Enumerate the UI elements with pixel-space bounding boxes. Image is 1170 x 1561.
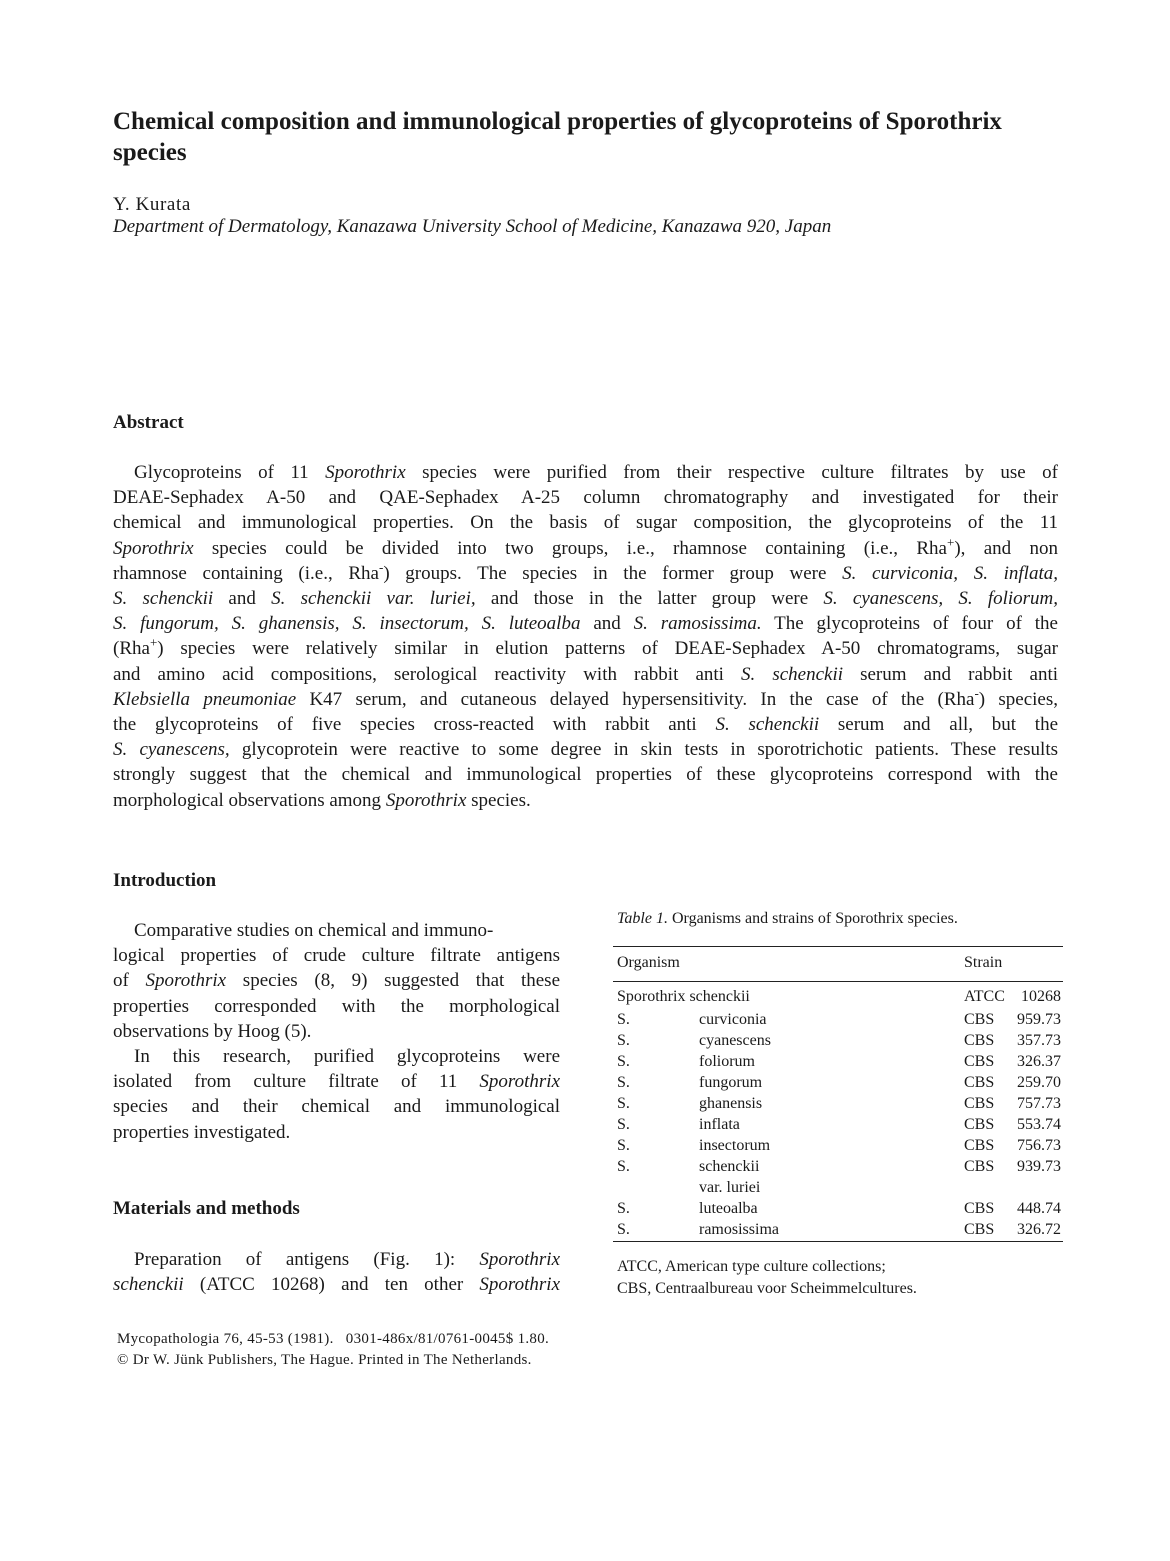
- organism-genus: S.: [617, 1221, 630, 1238]
- text-run: species were purified from their respective culture filtrates by use of: [405, 462, 1058, 483]
- organism-species: schenckii: [699, 1158, 760, 1175]
- abstract-body-line: [113, 510, 1058, 535]
- table-footnotes: [617, 1256, 917, 1300]
- superscript-text: +: [946, 534, 955, 550]
- table-footnote-cbs: CBS, Centraalbureau voor Scheimmelcultures.: [617, 1280, 917, 1297]
- italic-text: S. cyanescens,: [113, 739, 230, 761]
- introduction-body-line: [113, 943, 560, 968]
- strain-collection: ATCC: [964, 988, 1005, 1005]
- text-run: (Rha: [113, 638, 150, 660]
- text-run: rhamnose containing (i.e., Rha: [113, 562, 379, 584]
- organism-species: cyanescens: [699, 1032, 771, 1049]
- table-row: [613, 1074, 1063, 1095]
- strain-number: 326.37: [1017, 1053, 1061, 1070]
- table-bottom-rule: [613, 1241, 1063, 1242]
- italic-text: S. ramosissima.: [633, 613, 762, 635]
- abstract-body-line: [113, 561, 1058, 586]
- text-run: of: [113, 970, 146, 992]
- italic-text: schenckii: [113, 1274, 184, 1296]
- text-run: isolated from culture filtrate of 11: [113, 1071, 480, 1093]
- strain-collection: CBS: [964, 1074, 995, 1091]
- table-row: [613, 1200, 1063, 1221]
- superscript-text: -: [974, 685, 979, 701]
- text-run: (ATCC 10268) and ten other: [183, 1274, 480, 1296]
- organism-genus: S.: [617, 1137, 630, 1154]
- text-run: chemical and immunological properties. On the basis of sugar composition, the glycoproteins of the 11: [113, 512, 1058, 534]
- text-run: Comparative studies on chemical and immuno-: [134, 920, 494, 941]
- organism-genus: S.: [617, 1158, 630, 1175]
- organism-species: ghanensis: [699, 1095, 763, 1112]
- abstract-body-line: [113, 485, 1058, 510]
- strain-number: 756.73: [1017, 1137, 1061, 1154]
- table-row: [613, 988, 1063, 1009]
- introduction-heading: Introduction: [113, 870, 217, 891]
- text-run: In this research, purified glycoproteins were: [134, 1046, 560, 1068]
- text-run: properties investigated.: [113, 1121, 291, 1143]
- table-row: [613, 1032, 1063, 1053]
- italic-text: S. fungorum, S. ghanensis, S. insectorum, S. luteoalba: [113, 613, 581, 635]
- text-run: DEAE-Sephadex A-50 and QAE-Sephadex A-25 column chromatography and investigated for their: [113, 487, 1058, 509]
- text-run: glycoprotein were reactive to some degree in skin tests in sporotrichotic patients. These results: [229, 739, 1058, 761]
- table-header-rule: [613, 981, 1063, 982]
- introduction-body: [113, 918, 560, 1145]
- table-row: [613, 1179, 1063, 1200]
- italic-text: S. schenckii: [715, 714, 820, 736]
- text-run: logical properties of crude culture filtrate antigens: [113, 945, 560, 967]
- introduction-body-line: [113, 994, 560, 1019]
- author-name: Y. Kurata: [113, 194, 191, 215]
- text-run: and amino acid compositions, serological reactivity with rabbit anti: [113, 663, 742, 685]
- table-row: [613, 1095, 1063, 1116]
- strain-number: 448.74: [1017, 1200, 1061, 1217]
- methods-body: [113, 1247, 560, 1297]
- italic-text: S. cyanescens, S. foliorum,: [823, 588, 1059, 610]
- organism-species: inflata: [699, 1116, 740, 1133]
- strain-collection: CBS: [964, 1221, 995, 1238]
- methods-heading: Materials and methods: [113, 1198, 300, 1219]
- table-row: [613, 1053, 1063, 1074]
- text-run: the glycoproteins of five species cross-reacted with rabbit anti: [113, 714, 716, 736]
- text-run: morphological observations among: [113, 789, 386, 811]
- superscript-text: +: [149, 635, 158, 651]
- organism-genus: S.: [617, 1200, 630, 1217]
- italic-text: Sporothrix: [325, 462, 406, 483]
- strain-collection: CBS: [964, 1095, 995, 1112]
- journal-footer: [117, 1329, 549, 1371]
- abstract-body-line: [113, 762, 1058, 787]
- organism-species: luteoalba: [699, 1200, 758, 1217]
- italic-text: S. schenckii: [113, 588, 214, 610]
- italic-text: Sporothrix: [479, 1249, 560, 1270]
- strain-collection: CBS: [964, 1011, 995, 1028]
- strain-number: 259.70: [1017, 1074, 1061, 1091]
- text-run: ) species,: [978, 688, 1058, 710]
- abstract-body: [113, 460, 1058, 813]
- abstract-body-line: [113, 460, 1058, 485]
- text-run: species and their chemical and immunological: [113, 1096, 560, 1118]
- organism-species: ramosissima: [699, 1221, 779, 1238]
- italic-text: S. curviconia, S. inflata,: [842, 562, 1058, 584]
- copyright-notice: © Dr W. Jünk Publishers, The Hague. Printed in The Netherlands.: [117, 1352, 532, 1368]
- organism-species: fungorum: [699, 1074, 763, 1091]
- table-row: [613, 1221, 1063, 1242]
- introduction-body-line: [113, 918, 560, 943]
- strain-number: 757.73: [1017, 1095, 1061, 1112]
- italic-text: Sporothrix: [479, 1274, 560, 1296]
- table-row: [613, 1116, 1063, 1137]
- table-footnote-atcc: ATCC, American type culture collections;: [617, 1258, 886, 1275]
- table-row: [613, 1011, 1063, 1032]
- text-run: observations by Hoog (5).: [113, 1020, 312, 1042]
- strain-number: 326.72: [1017, 1221, 1061, 1238]
- introduction-body-line: [113, 1069, 560, 1094]
- strain-number: 357.73: [1017, 1032, 1061, 1049]
- text-run: Glycoproteins of 11: [134, 462, 326, 483]
- strain-number: 10268: [1021, 988, 1061, 1005]
- text-run: ) species were relatively similar in elution patterns of DEAE-Sephadex A-50 chromatograms, sugar: [157, 638, 1058, 660]
- strain-collection: CBS: [964, 1158, 995, 1175]
- strain-number: 939.73: [1017, 1158, 1061, 1175]
- text-run: and: [213, 588, 272, 610]
- text-run: and those in the latter group were: [475, 588, 824, 610]
- italic-text: Sporothrix: [145, 970, 227, 992]
- abstract-body-line: [113, 586, 1058, 611]
- text-run: strongly suggest that the chemical and immunological properties of these glycoproteins correspond with the: [113, 764, 1058, 786]
- abstract-body-line: [113, 536, 1058, 561]
- abstract-body-line: [113, 712, 1058, 737]
- abstract-body-line: [113, 788, 1058, 813]
- introduction-body-line: [113, 1094, 560, 1119]
- organism-genus: S.: [617, 1053, 630, 1070]
- text-run: species.: [466, 789, 531, 811]
- paper-title: Chemical composition and immunological properties of glycoproteins of Sporothrix species: [113, 108, 1002, 166]
- abstract-body-line: [113, 611, 1058, 636]
- table-caption: [617, 910, 958, 928]
- organisms-table: [613, 946, 1063, 1242]
- table-caption-label: Table 1.: [617, 910, 668, 927]
- text-run: serum and rabbit anti: [843, 663, 1059, 685]
- organism-species: var. luriei: [699, 1179, 761, 1196]
- organism-genus: Sporothrix schenckii: [617, 988, 750, 1005]
- superscript-text: -: [378, 559, 384, 575]
- text-run: K47 serum, and cutaneous delayed hypersensitivity. In the case of the (Rha: [296, 688, 975, 710]
- strain-collection: CBS: [964, 1200, 995, 1217]
- organism-species: insectorum: [699, 1137, 771, 1154]
- text-run: The glycoproteins of four of the: [761, 613, 1058, 635]
- organism-genus: S.: [617, 1011, 630, 1028]
- table-row: [613, 1158, 1063, 1179]
- introduction-body-line: [113, 1019, 560, 1044]
- text-run: Preparation of antigens (Fig. 1):: [134, 1249, 480, 1270]
- introduction-body-line: [113, 1120, 560, 1145]
- organism-species: foliorum: [699, 1053, 755, 1070]
- methods-body-line: [113, 1247, 560, 1272]
- strain-number: 553.74: [1017, 1116, 1061, 1133]
- table-row: [613, 1137, 1063, 1158]
- strain-collection: CBS: [964, 1053, 995, 1070]
- abstract-body-line: [113, 737, 1058, 762]
- table-top-rule: [613, 946, 1063, 947]
- organism-species: curviconia: [699, 1011, 767, 1028]
- table-header-strain: Strain: [964, 954, 1003, 971]
- methods-body-line: [113, 1272, 560, 1297]
- organism-genus: S.: [617, 1116, 630, 1133]
- abstract-body-line: [113, 662, 1058, 687]
- strain-collection: CBS: [964, 1137, 995, 1154]
- abstract-body-line: [113, 687, 1058, 712]
- italic-text: S. schenckii: [741, 663, 844, 685]
- italic-text: Sporothrix: [385, 789, 467, 811]
- text-run: and: [580, 613, 634, 635]
- journal-citation: Mycopathologia 76, 45-53 (1981). 0301-486x/81/0761-0045$ 1.80.: [117, 1331, 550, 1347]
- organism-genus: S.: [617, 1074, 630, 1091]
- italic-text: S. schenckii var. luriei,: [271, 588, 476, 610]
- abstract-body-line: [113, 636, 1058, 661]
- text-run: ) groups. The species in the former group were: [383, 562, 843, 584]
- text-run: species (8, 9) suggested that these: [226, 970, 561, 992]
- organism-genus: S.: [617, 1095, 630, 1112]
- introduction-body-line: [113, 968, 560, 993]
- author-affiliation: Department of Dermatology, Kanazawa University School of Medicine, Kanazawa 920, Japan: [113, 216, 832, 237]
- text-run: serum and all, but the: [819, 714, 1058, 736]
- strain-collection: CBS: [964, 1116, 995, 1133]
- text-run: ), and non: [954, 537, 1058, 559]
- strain-number: 959.73: [1017, 1011, 1061, 1028]
- text-run: properties corresponded with the morphological: [113, 995, 560, 1017]
- text-run: species could be divided into two groups, i.e., rhamnose containing (i.e., Rha: [193, 537, 947, 559]
- italic-text: Sporothrix: [479, 1071, 560, 1093]
- introduction-body-line: [113, 1044, 560, 1069]
- organism-genus: S.: [617, 1032, 630, 1049]
- table-header-organism: Organism: [617, 954, 680, 971]
- table-caption-text: Organisms and strains of Sporothrix species.: [667, 910, 958, 927]
- italic-text: Sporothrix: [113, 537, 194, 559]
- strain-collection: CBS: [964, 1032, 995, 1049]
- abstract-heading: Abstract: [113, 412, 184, 433]
- italic-text: Klebsiella pneumoniae: [113, 688, 297, 710]
